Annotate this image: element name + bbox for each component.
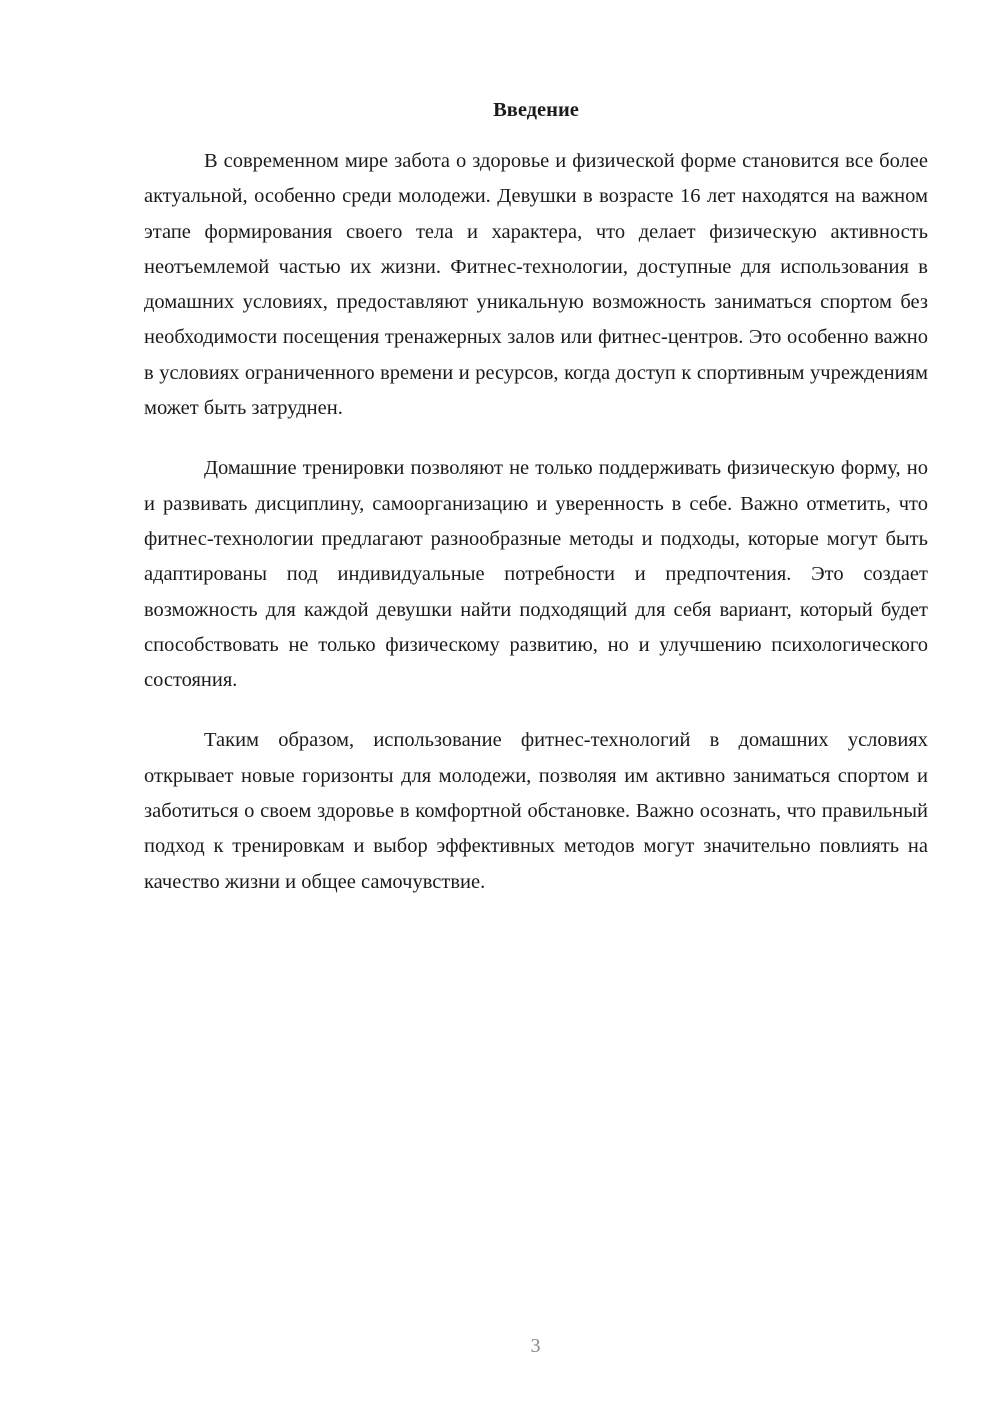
paragraph-1: В современном мире забота о здоровье и физической форме становится все более актуальной, особенно среди молодежи. Девушки в возрасте 16 лет находятся на важном этапе формирования своего тела и характера, что делает физическую активность неотъемлемой частью их жизни. Фитнес-технологии, доступные для использования в домашних условиях, предоставляют уникальную возможность заниматься спортом без необходимости посещения тренажерных залов или фитнес-центров. Это особенно важно в условиях ограниченного времени и ресурсов, когда доступ к спортивным учреждениям может быть затруднен. <box>144 150 928 420</box>
paragraph-3: Таким образом, использование фитнес-технологий в домашних условиях открывает новые горизонты для молодежи, позволяя им активно заниматься спортом и заботиться о своем здоровье в комфортной обстановке. Важно осознать, что правильный подход к тренировкам и выбор эффективных методов могут значительно повлиять на качество жизни и общее самочувствие. <box>144 729 928 893</box>
paragraph-2: Домашние тренировки позволяют не только поддерживать физическую форму, но и развивать дисциплину, самоорганизацию и уверенность в себе. Важно отметить, что фитнес-технологии предлагают разнообразные методы и подходы, которые могут быть адаптированы под индивидуальные потребности и предпочтения. Это создает возможность для каждой девушки найти подходящий для себя вариант, который будет способствовать не только физическому развитию, но и улучшению психологического состояния. <box>144 457 928 692</box>
page-content <box>144 92 928 925</box>
section-heading: Введение <box>493 99 579 121</box>
page-number: 3 <box>530 1335 541 1357</box>
